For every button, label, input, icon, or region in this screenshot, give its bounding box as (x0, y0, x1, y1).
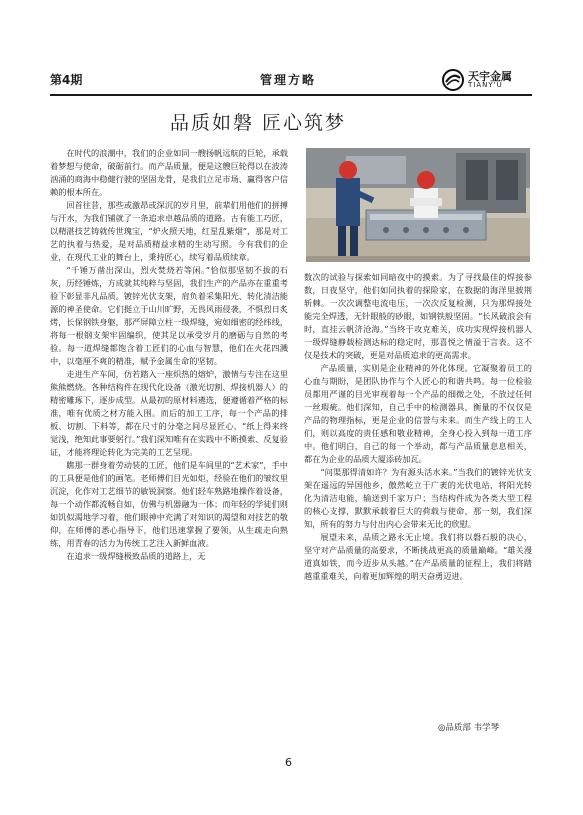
paragraph: 回首往昔，那些或激昂或深沉的岁月里，前辈们用他们的拼搏与汗水，为我们铺就了一条追求卓越品质的道路。古有能工巧匠，以精湛技艺铸就传世瑰宝，“炉火照天地，红星乱紫烟”，那是对工艺的执着与热爱，是对品质精益求精的生动写照。今有我们的企业，在现代工业的舞台上，秉持匠心，续写着品质续章。 (50, 200, 288, 262)
author-byline: ◎品质部 韦学琴 (438, 723, 500, 733)
page-number: 6 (285, 756, 292, 769)
logo-chinese-name: 天宇金属 (468, 70, 512, 83)
left-column (50, 147, 288, 734)
section-label: 管理方略 (260, 73, 317, 87)
paragraph: 展望未来，品质之路永无止境。我们将以磐石般的决心，坚守对产品质量的高要求，不断挑战更高的质量巅峰。“雄关漫道真如铁，而今迈步从头越。”在产品质量的征程上，我们将踏越重重难关，向着更加辉煌的明天奋勇迈进。 (304, 532, 532, 581)
company-logo (442, 66, 532, 94)
paragraph: 在时代的浪潮中，我们的企业如同一艘扬帆远航的巨轮，承载着梦想与使命，破砺前行。而产品质量，便是这艘巨轮得以在波涛汹涌的商海中稳健行驶的坚固龙骨，是我们立足市场、赢得客户信赖的根本所在。 (50, 148, 288, 197)
paragraph: “问渠那得清如许？为有源头活水来。”当我们的镀锌光伏支架在遥远的异国他乡，傲然屹立于广袤的光伏电站，将阳光转化为清洁电能，输送到千家万户；当结构件成为各类大型工程的核心支撑，默默承载着巨大的荷载与使命，那一刻，我们深知，所有的努力与付出内心会带来无比的欣慰。 (304, 467, 532, 529)
paragraph: 在追求一级焊缝极致品质的道路上，无 (66, 551, 206, 561)
header-rule (50, 94, 532, 96)
page-header (50, 66, 532, 94)
logo-english-name: TIANY'U (468, 81, 503, 89)
paragraph: 走进生产车间，仿若踏入一座炽热的熔炉，激情与专注在这里熊熊燃烧。各种结构件在现代化设备（激光切割、焊接机器人）的精密雕琢下，逐步成型。从最初的原材料遴选，便遵循着严格的标准，唯有优质之材方能入围。而后的加工工序，每一个产品的排板、切割、下料等，都在尺寸的分毫之间尽显匠心，“纸上得来终觉浅，绝知此事要躬行。”我们深知唯有在实践中不断摸索、反复验证，才能将理论转化为完美的工艺呈现。 (50, 369, 288, 457)
paragraph: 数次的试验与探索如同暗夜中的摸索。为了寻找最佳的焊接参数，日夜坚守，他们如同执着的探险家，在数据的海洋里披荆斩棘。一次次调整电流电压，一次次反复检测，只为那焊接处能完全焊透，无针眼般的砂眼，如钢铁般坚固。“长风破浪会有时，直挂云帆济沧海。”当终于攻克难关，成功实现焊接机器人一级焊缝静载检测达标的稳定时，那喜悦之情溢于言表。这不仅是技术的突破，更是对品质追求的更高需求。 (304, 272, 532, 360)
article-title: 品质如磐 匠心筑梦 (170, 112, 347, 134)
workers-inspecting-steel-image (306, 148, 530, 262)
issue-label: 第4期 (50, 73, 83, 87)
workshop-photo (306, 148, 530, 262)
paragraph: 产品质量，实则是企业精神的外化体现。它凝聚着员工的心血与期盼，是团队协作与个人匠心的和谐共鸣。每一位检验员都用严谨的目光审视着每一个产品的细微之处，不放过任何一丝瑕疵。他们深知，自己手中的检测器具，衡量的不仅仅是产品的物理指标，更是企业的信誉与未来。而生产线上的工人们，则以高度的责任感和敬业精神，全身心投入到每一道工序中。他们明白，自己的每一个举动，都与产品质量息息相关，都在为企业的品质大厦添砖加瓦。 (304, 363, 532, 464)
swirl-logo-icon (442, 69, 464, 91)
paragraph: “千锤万凿出深山，烈火焚烧若等闲。”恰似那坚韧不拔的石灰，历经锤炼，方成就其纯粹与坚固，我们生产的产品亦在重重考验下彰显非凡品质。镀锌光伏支架，肩负着采集阳光、转化清洁能源的神圣使命。它们挺立于山川旷野，无畏风雨侵袭，不惧烈日炙烤，长保钢铁身躯，那严屏障立柱一级焊缝，宛如细密的经纬线，将每一根钢支架牢固编织，使其足以承受岁月的磨砺与自然的考验。每一道焊缝都饱含着工匠们的心血与智慧，他们在火花四溅中，以毫厘不爽的精准，赋予金属生命的坚韧。 (50, 265, 288, 366)
right-column (304, 271, 532, 721)
paragraph: 瞧那一群身着劳动装的工匠，他们是车间里的“艺术家”，手中的工具便是他们的画笔。老师傅们目光如炬，经验在他们的皱纹里沉淀，化作对工艺细节的敏锐洞察。他们轻车熟路地操作着设备，每一个动作都流畅自如，仿佛与机器融为一体；而年轻的学徒们则如饥似渴地学习着，他们眼神中充满了对知识的渴望和对技艺的敬仰，在师傅的悉心指导下，他们迅速掌握了要领，从生疏走向熟练，用青春的活力为传统工艺注入新鲜血液。 (50, 460, 288, 548)
